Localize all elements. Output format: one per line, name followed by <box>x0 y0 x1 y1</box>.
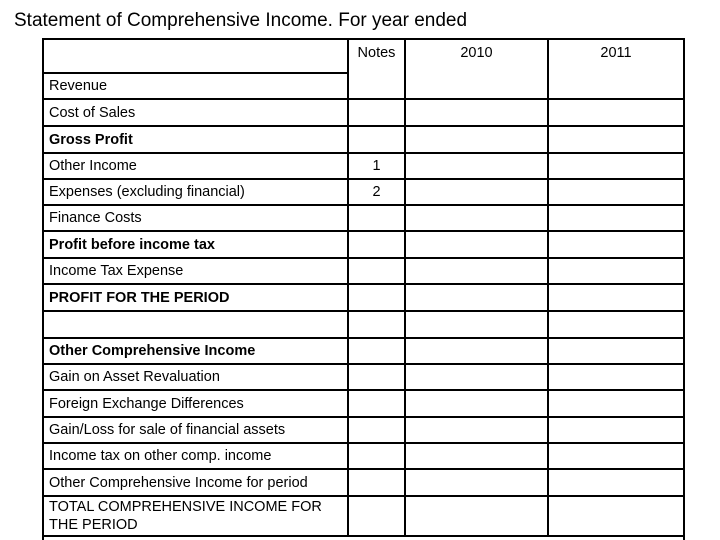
value-2010-cell <box>405 496 548 536</box>
header-label-cell <box>44 40 348 73</box>
table-row <box>44 338 683 364</box>
value-2010-cell <box>405 417 548 443</box>
line-item-label: TOTAL COMPREHENSIVE INCOME FOR THE PERIOD <box>44 496 348 536</box>
value-2011-cell <box>548 126 683 153</box>
table-row <box>44 258 683 284</box>
table-row <box>44 469 683 496</box>
value-2011-cell <box>548 179 683 205</box>
table-row <box>44 311 683 338</box>
line-item-label: Expenses (excluding financial) <box>44 179 348 205</box>
value-2011-cell <box>548 311 683 338</box>
value-2010-cell <box>405 179 548 205</box>
notes-cell <box>348 205 405 231</box>
value-2011-cell <box>548 469 683 496</box>
table-row <box>44 417 683 443</box>
line-item-label <box>44 311 348 338</box>
line-item-label: Other Comprehensive Income <box>44 338 348 364</box>
line-item-label: Gain on Asset Revaluation <box>44 364 348 390</box>
notes-cell <box>348 99 405 126</box>
value-2010-cell <box>405 231 548 258</box>
income-statement-table <box>42 38 685 540</box>
line-item-label: Finance Costs <box>44 205 348 231</box>
table-row <box>44 99 683 126</box>
table-row <box>44 153 683 179</box>
notes-cell <box>348 258 405 284</box>
table-row <box>44 390 683 417</box>
notes-header: Notes <box>348 40 405 73</box>
table-row <box>44 364 683 390</box>
notes-cell <box>348 73 405 99</box>
notes-cell <box>348 311 405 338</box>
table-row <box>44 284 683 311</box>
year-2010-header: 2010 <box>405 40 548 73</box>
table-row <box>44 179 683 205</box>
value-2010-cell <box>405 364 548 390</box>
value-2010-cell <box>405 469 548 496</box>
table-row <box>44 231 683 258</box>
page-title: Statement of Comprehensive Income. For year ended <box>14 10 468 31</box>
value-2011-cell <box>548 417 683 443</box>
value-2011-cell <box>548 443 683 469</box>
table-row <box>44 205 683 231</box>
notes-cell <box>348 231 405 258</box>
value-2010-cell <box>405 99 548 126</box>
line-item-label: Gross Profit <box>44 126 348 153</box>
notes-cell <box>348 443 405 469</box>
value-2010-cell <box>405 443 548 469</box>
value-2011-cell <box>548 153 683 179</box>
line-item-label: Other Income <box>44 153 348 179</box>
table-row <box>44 496 683 536</box>
notes-cell: 1 <box>348 153 405 179</box>
value-2010-cell <box>405 126 548 153</box>
notes-cell <box>348 284 405 311</box>
notes-cell <box>348 390 405 417</box>
notes-cell <box>348 126 405 153</box>
value-2011-cell <box>548 364 683 390</box>
value-2010-cell <box>405 205 548 231</box>
notes-cell <box>348 364 405 390</box>
table-row <box>44 443 683 469</box>
value-2011-cell <box>548 231 683 258</box>
line-item-label: Income tax on other comp. income <box>44 443 348 469</box>
line-item-label: Revenue <box>44 73 348 99</box>
notes-cell <box>348 417 405 443</box>
value-2011-cell <box>548 258 683 284</box>
value-2011-cell <box>548 284 683 311</box>
header-row <box>44 40 683 73</box>
table-row <box>44 73 683 99</box>
value-2011-cell <box>548 205 683 231</box>
line-item-label: Other Comprehensive Income for period <box>44 469 348 496</box>
notes-cell <box>348 469 405 496</box>
value-2010-cell <box>405 284 548 311</box>
table-row <box>44 126 683 153</box>
notes-cell <box>348 338 405 364</box>
notes-cell: 2 <box>348 179 405 205</box>
value-2010-cell <box>405 390 548 417</box>
notes-cell <box>348 496 405 536</box>
line-item-label: Gain/Loss for sale of financial assets <box>44 417 348 443</box>
value-2010-cell <box>405 311 548 338</box>
line-item-label: PROFIT FOR THE PERIOD <box>44 284 348 311</box>
value-2011-cell <box>548 496 683 536</box>
value-2011-cell <box>548 390 683 417</box>
value-2010-cell <box>405 258 548 284</box>
value-2010-cell <box>405 338 548 364</box>
line-item-label: Income Tax Expense <box>44 258 348 284</box>
line-item-label: Foreign Exchange Differences <box>44 390 348 417</box>
value-2010-cell <box>405 153 548 179</box>
value-2011-cell <box>548 338 683 364</box>
value-2011-cell <box>548 99 683 126</box>
line-item-label: Profit before income tax <box>44 231 348 258</box>
year-2011-header: 2011 <box>600 45 632 61</box>
value-2011-cell <box>548 73 683 99</box>
line-item-label: Cost of Sales <box>44 99 348 126</box>
value-2010-cell <box>405 73 548 99</box>
